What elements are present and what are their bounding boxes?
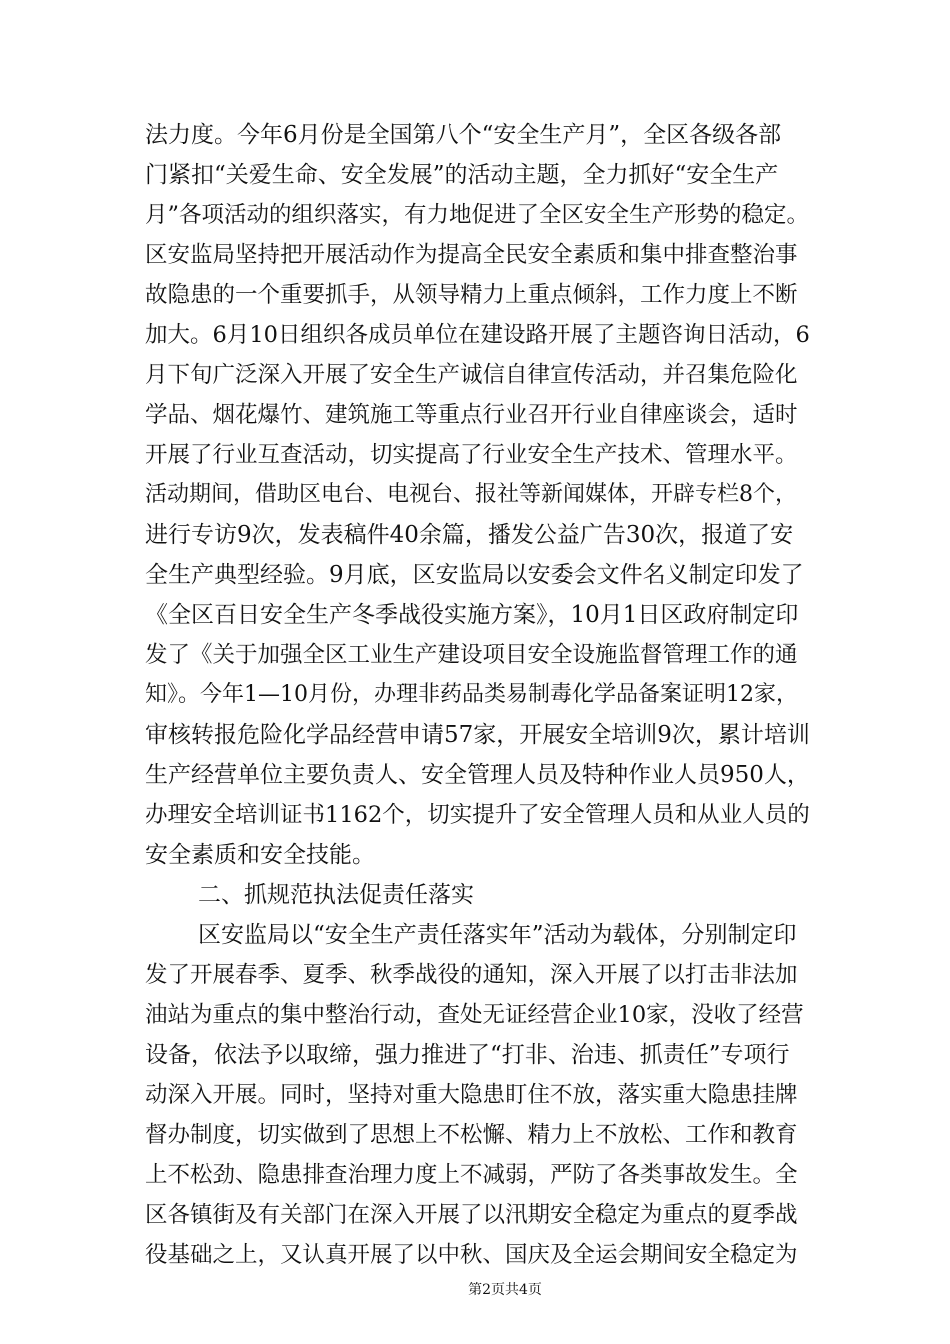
section-heading: 二、抓规范执法促责任落实 [198,882,474,908]
text-line: 月”各项活动的组织落实，有力地促进了全区安全生产形势的稳定。 [145,202,810,228]
text-line: 油站为重点的集中整治行动，查处无证经营企业10家，没收了经营 [145,1002,804,1028]
text-line: 区各镇街及有关部门在深入开展了以汛期安全稳定为重点的夏季战 [145,1202,798,1228]
text-line: 审核转报危险化学品经营申请57家，开展安全培训9次，累计培训 [145,722,810,748]
text-line: 办理安全培训证书1162个，切实提升了安全管理人员和从业人员的 [145,802,810,828]
text-line: 活动期间，借助区电台、电视台、报社等新闻媒体，开辟专栏8个， [145,482,797,507]
text-line: 役基础之上，又认真开展了以中秋、国庆及全运会期间安全稳定为 [145,1242,798,1268]
text-line: 设备，依法予以取缔，强力推进了“打非、治违、抓责任”专项行 [145,1042,790,1068]
text-line: 发了开展春季、夏季、秋季战役的通知，深入开展了以打击非法加 [145,962,798,988]
text-line: 发了《关于加强全区工业生产建设项目安全设施监督管理工作的通 [145,642,798,668]
text-line: 门紧扣“关爱生命、安全发展”的活动主题，全力抓好“安全生产 [145,162,779,188]
text-line: 开展了行业互查活动，切实提高了行业安全生产技术、管理水平。 [145,442,798,468]
page-footer [0,1280,950,1300]
text-line: 加大。6月10日组织各成员单位在建设路开展了主题咨询日活动，6 [145,322,810,348]
text-line: 动深入开展。同时，坚持对重大隐患盯住不放，落实重大隐患挂牌 [145,1082,798,1108]
text-line: 法力度。今年6月份是全国第八个“安全生产月”，全区各级各部 [145,122,782,148]
page-number: 第2页共4页 [468,1282,542,1298]
text-line: 知》。今年1—10月份，办理非药品类易制毒化学品备案证明12家， [145,682,798,707]
text-line: 生产经营单位主要负责人、安全管理人员及特种作业人员950人， [145,762,810,788]
text-line: 区安监局坚持把开展活动作为提高全民安全素质和集中排查整治事 [145,242,798,268]
text-line: 安全素质和安全技能。 [145,842,375,868]
text-line: 故隐患的一个重要抓手，从领导精力上重点倾斜，工作力度上不断 [145,282,798,308]
text-line: 《全区百日安全生产冬季战役实施方案》，10月1日区政府制定印 [145,602,799,628]
text-line: 上不松劲、隐患排查治理力度上不减弱，严防了各类事故发生。全 [145,1162,798,1188]
text-line: 进行专访9次，发表稿件40余篇，播发公益广告30次，报道了安 [145,522,794,548]
text-line: 全生产典型经验。9月底，区安监局以安委会文件名义制定印发了 [145,562,804,588]
text-line: 督办制度，切实做到了思想上不松懈、精力上不放松、工作和教育 [145,1122,798,1148]
text-line: 学品、烟花爆竹、建筑施工等重点行业召开行业自律座谈会，适时 [145,402,798,428]
text-line: 月下旬广泛深入开展了安全生产诚信自律宣传活动，并召集危险化 [145,362,798,388]
paragraph-first-line: 区安监局以“安全生产责任落实年”活动为载体，分别制定印 [198,922,797,948]
